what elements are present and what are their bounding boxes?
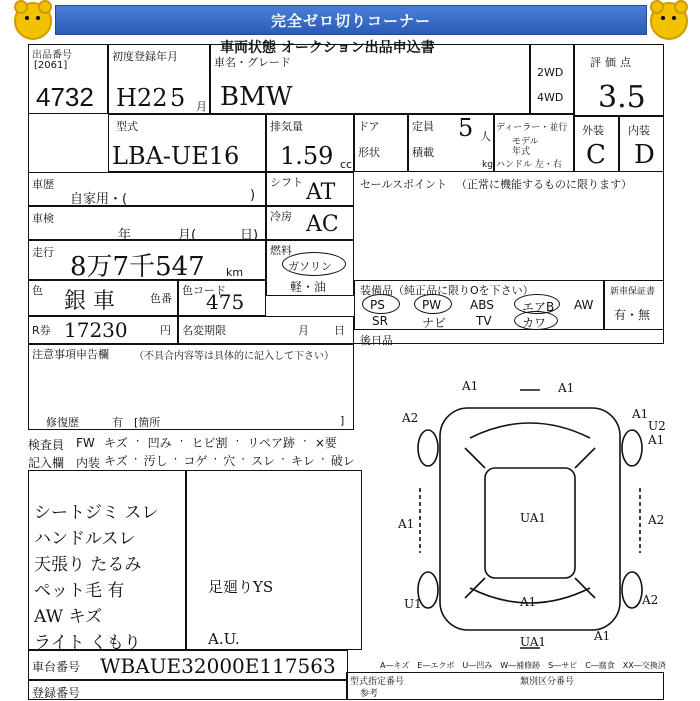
wheel-rear-right	[622, 572, 642, 608]
handnote-5: AW キズ	[34, 607, 103, 627]
warranty-value: 有・無	[614, 308, 651, 322]
footer-label2: 型式指定番号	[350, 677, 405, 687]
equip-pw: PW	[422, 298, 442, 312]
name-change-label: 名変期限	[182, 324, 226, 337]
sidenote-1: 足廻りYS	[208, 578, 274, 596]
drive-2wd: 2WD	[537, 66, 564, 79]
header-title: 車両状態 オークション出品申込書	[220, 40, 435, 56]
int-score-label: 内装	[628, 124, 650, 137]
repair-label: 修復歴	[46, 416, 79, 429]
mileage-unit: km	[226, 266, 244, 279]
chk1-scratch: キズ	[104, 436, 128, 450]
history-value: 自家用・(	[70, 192, 128, 207]
ext-score-label: 外装	[582, 124, 604, 137]
capacity-label: 定員	[412, 120, 434, 133]
score-value: 3.5	[598, 80, 646, 115]
displacement-value: 1.59	[280, 142, 334, 170]
doors-shape-label: 形状	[358, 146, 380, 159]
capacity-unit: 人	[480, 130, 491, 143]
mileage-value: 8万7千547	[70, 252, 205, 282]
handnote-3: 天張り たるみ	[34, 555, 142, 575]
mark-11: A1	[520, 595, 537, 609]
score-label: 評価点	[590, 56, 635, 69]
displacement-unit: cc	[340, 158, 353, 171]
drive-4wd: 4WD	[537, 91, 564, 104]
capacity-value: 5	[458, 114, 474, 142]
sales-point-note: （正常に機能するものに限ります）	[456, 178, 632, 191]
checker-label: 検査員	[28, 438, 65, 452]
car-hood-line	[470, 423, 590, 438]
ac-value: AC	[306, 212, 339, 237]
wheel-front-right	[622, 430, 642, 466]
equip-sr: SR	[372, 314, 388, 328]
shift-label: シフト	[270, 176, 303, 189]
doors-label: ドア	[358, 120, 380, 133]
mark-7: A1	[398, 517, 415, 531]
vehicle-name: BMW	[220, 82, 293, 112]
chk1-need: ×要	[314, 436, 337, 450]
handnote-2: ハンドルスレ	[34, 529, 136, 549]
equip-navi: ナビ	[422, 316, 447, 330]
equip-airbag: エアB	[522, 300, 555, 314]
footer-ref: 参考	[360, 689, 379, 699]
inspection-year: 年	[118, 228, 132, 243]
name-change-month: 月	[298, 324, 309, 337]
recycle-unit: 円	[160, 324, 171, 337]
repair-part: [箇所	[134, 416, 161, 429]
footer-label1: 登録番号	[32, 686, 81, 700]
history-close: )	[250, 188, 256, 203]
dealer-d: ハンドル 左・右	[496, 160, 562, 170]
entry-row2-label: 内装	[76, 456, 101, 470]
capacity-load-label: 積載	[412, 146, 434, 159]
fuel-label: 燃料	[270, 244, 292, 257]
banner-title: 完全ゼロ切りコーナー	[55, 5, 647, 35]
mark-3: A2	[402, 411, 419, 425]
chk1-dent: 凹み	[147, 436, 172, 450]
dealer-a: ディーラー・並行	[496, 123, 568, 133]
inspection-month: 月(	[178, 228, 197, 243]
mark-14: A1	[594, 629, 611, 643]
checker-row1: キズ · 凹み · ヒビ割 · リペア跡 · ×要	[104, 434, 337, 450]
mark-6: A1	[648, 433, 665, 447]
dealer-b: モデル	[512, 137, 539, 147]
equip-ps: PS	[370, 298, 385, 312]
car-damage-diagram	[380, 378, 680, 658]
paint-num: 475	[206, 290, 245, 314]
inspection-day: 日)	[240, 228, 259, 243]
lot-number: 4732	[36, 82, 94, 112]
paint-num-label: 色番	[150, 292, 172, 305]
paint-label: 色	[32, 284, 43, 297]
capacity-load-unit: kg	[482, 160, 493, 170]
equip-leather-circle	[514, 311, 558, 330]
footer-label3: 類別区分番号	[520, 677, 575, 687]
entry-row2: キズ · 汚し · コゲ · 穴 · スレ · キレ · 破レ	[104, 452, 355, 468]
int-score: D	[634, 140, 655, 170]
displacement-label: 排気量	[270, 120, 303, 133]
chk1-crack: ヒビ割	[191, 436, 228, 450]
handnote-6: ライト くもり	[34, 633, 141, 653]
sidenotes-box	[186, 470, 362, 650]
chk2-dirt: 汚し	[143, 454, 168, 468]
after-label: 後日品	[360, 334, 393, 347]
fuel-gas: ガソリン	[288, 260, 332, 273]
equipment-label: 装備品（純正品に限りOを下さい）	[360, 284, 534, 297]
repair-close: ]	[340, 414, 345, 427]
history-label: 車歴	[32, 178, 54, 191]
mascot-right-icon	[650, 2, 688, 40]
history-box	[28, 172, 266, 206]
vehicle-label: 車名・グレード	[214, 56, 291, 69]
model-label: 型式	[116, 120, 138, 133]
repair-value: 有	[112, 416, 123, 429]
entry-label: 記入欄	[28, 456, 65, 470]
paint-value: 銀 車	[64, 289, 115, 314]
mark-8: UA1	[520, 511, 547, 525]
recycle-value: 17230	[64, 318, 128, 342]
legend: A―キズ E―エクボ U―凹み W―補修跡 S―サビ C―腐食 XX―交換済	[380, 661, 666, 670]
ac-label: 冷房	[270, 210, 292, 223]
mark-4: A1	[632, 407, 649, 421]
handnote-4: ペット毛 有	[34, 581, 125, 601]
chassis-label: 車台番号	[32, 660, 81, 674]
paint-code-label: 色コード	[182, 284, 226, 297]
mark-1: A1	[462, 379, 479, 393]
mileage-label: 走行	[32, 246, 54, 259]
sidenote-2: A.U.	[208, 630, 240, 648]
equip-tv: TV	[476, 314, 492, 328]
fuel-diesel: 軽・油	[290, 280, 327, 294]
inspection-label: 車検	[32, 212, 54, 225]
inspection-box	[28, 206, 266, 240]
mark-9: A2	[648, 513, 665, 527]
wheel-front-left	[418, 430, 438, 466]
notes-sub: （不具合内容等は具体的に記入して下さい）	[134, 351, 334, 362]
chassis-value: WBAUE32000E117563	[100, 654, 336, 678]
recycle-label: R券	[32, 324, 51, 337]
sales-point-label: セールスポイント	[360, 178, 448, 191]
mark-2: A1	[558, 381, 575, 395]
mark-5: U2	[648, 419, 666, 433]
chk2-burn: コゲ	[183, 454, 208, 468]
equip-leather: カワ	[522, 316, 547, 330]
model-value: LBA-UE16	[112, 142, 240, 170]
lot-label: 出品番号	[32, 50, 72, 61]
registration-month-unit: 月	[196, 100, 207, 113]
mark-12: A2	[642, 593, 659, 607]
chk2-cut: キレ	[290, 454, 315, 468]
registration-label: 初度登録年月	[112, 50, 178, 63]
notes-label: 注意事項申告欄	[32, 348, 109, 361]
chk2-scratch: キズ	[104, 454, 128, 468]
name-change-day: 日	[334, 324, 345, 337]
chk2-tear: 破レ	[330, 454, 355, 468]
fuel-gas-circle	[282, 252, 346, 276]
equip-ps-circle	[362, 294, 400, 314]
dealer-c: 年式	[512, 147, 531, 157]
warranty-label: 新車保証書	[610, 287, 656, 297]
mascot-left-icon	[14, 2, 52, 40]
equip-aw: AW	[574, 298, 594, 312]
chk1-repair: リペア跡	[247, 436, 296, 450]
handnote-1: シートジミ スレ	[34, 503, 159, 523]
chk2-hole: 穴	[223, 454, 236, 468]
chk2-rub: スレ	[251, 454, 276, 468]
lot-code: [2061]	[34, 60, 68, 71]
ext-score: C	[586, 140, 606, 170]
checker-row1-label: FW	[76, 436, 95, 450]
registration-month: 5	[170, 84, 186, 112]
equip-pw-circle	[414, 294, 452, 314]
shift-value: AT	[306, 180, 336, 205]
registration-era: H22	[116, 84, 168, 112]
mark-10: U1	[404, 597, 422, 611]
mark-13: UA1	[520, 635, 547, 649]
equip-abs: ABS	[470, 298, 494, 312]
